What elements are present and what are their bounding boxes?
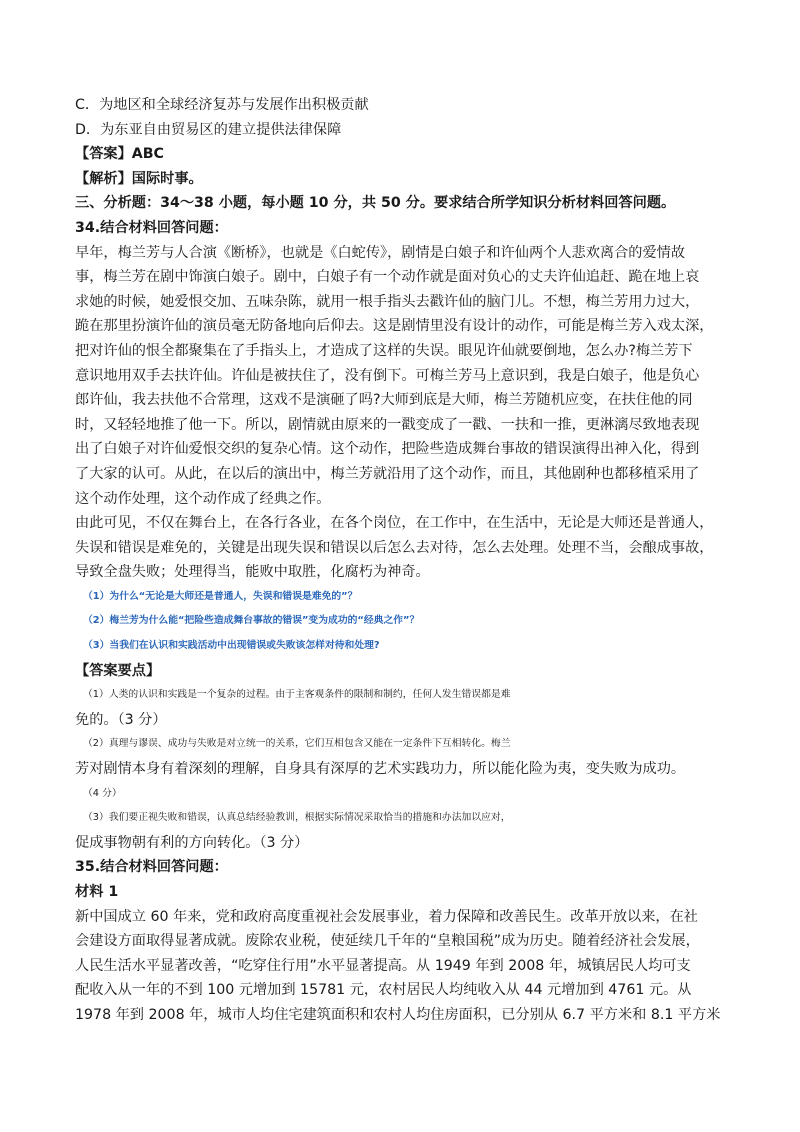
material-line: 这个动作处理，这个动作成了经典之作。 [75,490,331,507]
material-line: 时，又轻轻地推了他一下。所以，剧情就由原来的一戳变成了一戳、一扶和一推，更淋漓尽致地表现 [75,416,700,433]
q35-material [75,905,735,1028]
material-line: 意识地用双手去扶许仙。许仙是被扶住了，没有倒下。可梅兰芳马上意识到，我是白娘子，他是负心 [75,367,700,384]
q33-answer: 【答案】ABC [75,146,164,163]
material-line: 事，梅兰芳在剧中饰演白娘子。剧中，白娘子有一个动作就是面对负心的丈夫许仙追赶、跪在地上哀 [75,269,700,286]
answer-line: （1）人类的认识和实践是一个复杂的过程。由于主客观条件的限制和制约，任何人发生错误都是难 [83,689,511,701]
answer-line: （3）我们要正视失败和错误，认真总结经验教训，根据实际情况采取恰当的措施和办法加以应对， [83,812,511,824]
answer-line: 免的。（3 分） [75,711,167,728]
material-line: 了大家的认可。从此，在以后的演出中，梅兰芳就沿用了这个动作，而且，其他剧种也都移植采用了 [75,465,700,482]
q33-analysis: 【解析】国际时事。 [75,170,203,187]
answer-line: 芳对剧情本身有着深刻的理解，自身具有深厚的艺术实践功力，所以能化险为夷，变失败为成功。 [75,761,686,778]
q34-questions [75,585,735,659]
question-2: （2）梅兰芳为什么能“把险些造成舞台事故的错误”变为成功的“经典之作”？ [83,615,420,627]
question-3: （3）当我们在认识和实践活动中出现错误或失败该怎样对待和处理? [83,640,380,652]
document-body [75,93,735,1028]
section-title: 三、分析题：34～38 小题，每小题 10 分，共 50 分。要求结合所学知识分析材料回答问题。 [75,195,676,212]
answer-line: （4 分） [83,787,122,799]
material-line: 导致全盘失败；处理得当，能败中取胜，化腐朽为神奇。 [75,564,430,581]
material-line: 配收入从一年的不到 100 元增加到 15781 元，农村居民人均纯收入从 44 元增加到 4761 元。从 [75,982,692,999]
q35-material-label: 材料 1 [75,884,119,900]
answer-points-heading: 【答案要点】 [75,662,161,679]
material-line: 人民生活水平显著改善，“吃穿住行用”水平显著提高。从 1949 年到 2008 年，城镇居民人均可支 [75,957,691,974]
material-line: 失误和错误是难免的，关键是出现失误和错误以后怎么去对待，怎么去处理。处理不当，会酿成事故， [75,539,714,556]
material-line: 把对许仙的恨全都聚集在了手指头上，才造成了这样的失误。眼见许仙就要倒地，怎么办?梅兰芳下 [75,342,693,359]
material-line: 由此可见，不仅在舞台上，在各行各业，在各个岗位，在工作中，在生活中，无论是大师还是普通人， [75,515,714,532]
answer-line: （2）真理与谬误、成功与失败是对立统一的关系，它们互相包含又能在一定条件下互相转化。梅兰 [83,738,511,750]
q34-material [75,241,735,585]
material-line: 出了白娘子对许仙爱恨交织的复杂心情。这个动作，把险些造成舞台事故的错误演得出神入化，得到 [75,441,700,458]
material-line: 早年，梅兰芳与人合演《断桥》，也就是《白蛇传》，剧情是白娘子和许仙两个人悲欢离合的爱情故 [75,244,686,261]
material-line: 跪在那里扮演许仙的演员毫无防备地向后仰去。这是剧情里没有设计的动作，可能是梅兰芳入戏太深， [75,318,714,335]
material-line: 新中国成立 60 年来，党和政府高度重视社会发展事业，着力保障和改善民生。改革开放以来，在社 [75,908,698,925]
q35-heading: 35.结合材料回答问题： [75,859,228,876]
answer-line: 促成事物朝有利的方向转化。（3 分） [75,834,309,851]
material-line: 郎许仙，我去扶他不合常理，这戏不是演砸了吗?大师到底是大师，梅兰芳随机应变，在扶住他的同 [75,392,693,409]
option-c: C．为地区和全球经济复苏与发展作出积极贡献 [75,97,369,113]
material-line: 求她的时候，她爱恨交加、五味杂陈，就用一根手指头去戳许仙的脑门儿。不想，梅兰芳用力过大， [75,293,700,310]
q34-heading: 34.结合材料回答问题： [75,219,228,236]
question-1: （1）为什么“无论是大师还是普通人，失误和错误是难免的”？ [83,590,358,602]
q34-answer-points [75,683,735,855]
material-line: 会建设方面取得显著成就。废除农业税，使延续几千年的“皇粮国税”成为历史。随着经济社会发展， [75,933,700,950]
material-line: 1978 年到 2008 年，城市人均住宅建筑面积和农村人均住房面积，已分别从 6.7 平方米和 8.1 平方米 [75,1006,721,1023]
option-d: D．为东亚自由贸易区的建立提供法律保障 [75,121,342,138]
